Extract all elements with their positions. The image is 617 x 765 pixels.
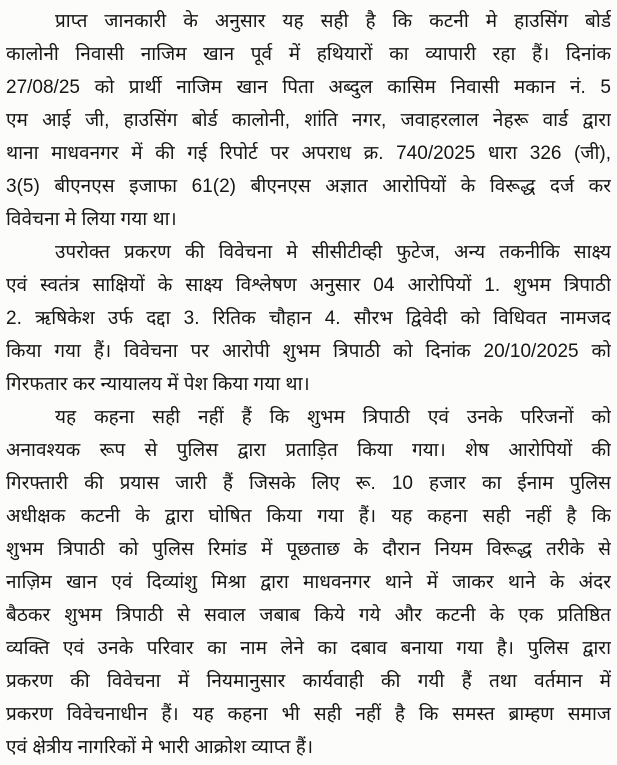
text-line: प्रकरण की विवेचना में नियमानुसार कार्यवाही की गयी हैं तथा वर्तमान में (6, 671, 611, 692)
text-line: प्रकरण विवेचनाधीन हैं। यह कहना भी सही नहीं है कि समस्त ब्राम्हण समाज (6, 704, 611, 725)
text-line: गिरफ्तारी की प्रयास जारी हैं जिसके लिए रू. 10 हजार का ईनाम पुलिस (6, 473, 611, 494)
text-line: थाना माधवनगर में की गई रिपोर्ट पर अपराध क्र. 740/2025 धारा 326 (जी), (6, 143, 611, 164)
text-line: 2. ऋषिकेश उर्फ दद्दा 3. रितिक चौहान 4. सौरभ द्विवेदी को विधिवत नामजद (6, 308, 611, 329)
text-line: किया गया हैं। विवेचना पर आरोपी शुभम त्रिपाठी को दिनांक 20/10/2025 को (6, 341, 611, 362)
text-line: 3(5) बीएनएस इजाफा 61(2) बीएनएस अज्ञात आरोपियों के विरूद्ध दर्ज कर (6, 176, 611, 197)
text-line: एम आई जी, हाउसिंग बोर्ड कालोनी, शांति नगर, जवाहरलाल नेहरू वार्ड द्वारा (6, 110, 611, 131)
text-line: यह कहना सही नहीं हैं कि शुभम त्रिपाठी एवं उनके परिजनों को (55, 407, 611, 428)
text-line: गिरफतार कर न्यायालय में पेश किया गया था। (6, 374, 310, 395)
paragraph-1 (6, 5, 611, 236)
text-line: कालोनी निवासी नाजिम खान पूर्व में हथियारों का व्यापारी रहा हैं। दिनांक (6, 44, 611, 65)
text-line: व्यक्ति एवं उनके परिवार का नाम लेने का दबाव बनाया गया है। पुलिस द्वारा (6, 638, 611, 659)
text-line: बैठकर शुभम त्रिपाठी से सवाल जबाब किये गये और कटनी के एक प्रतिष्ठित (6, 605, 611, 626)
text-line: 27/08/25 को प्रार्थी नाजिम खान पिता अब्दुल कासिम निवासी मकान नं. 5 (6, 77, 611, 98)
paragraph-3 (6, 401, 611, 764)
text-line: शुभम त्रिपाठी को पुलिस रिमांड में पूछताछ के दौरान नियम विरूद्ध तरीके से (6, 539, 611, 560)
text-line: एवं क्षेत्रीय नागरिकों मे भारी आक्रोश व्याप्त हैं। (6, 737, 314, 758)
text-line: विवेचना मे लिया गया था। (6, 209, 177, 230)
text-line: प्राप्त जानकारी के अनुसार यह सही है कि कटनी मे हाउसिंग बोर्ड (55, 11, 611, 32)
text-line: अनावश्यक रूप से पुलिस द्वारा प्रताड़ित किया गया। शेष आरोपियों की (6, 440, 611, 461)
text-line: अधीक्षक कटनी के द्वारा घोषित किया गया हैं। यह कहना सही नहीं है कि (6, 506, 611, 527)
text-line: नाज़िम खान एवं दिव्यांशु मिश्रा द्वारा माधवनगर थाने में जाकर थाने के अंदर (6, 572, 611, 593)
paragraph-2 (6, 236, 611, 401)
text-line: उपरोक्त प्रकरण की विवेचना मे सीसीटीव्ही फुटेज, अन्य तकनीकि साक्ष्य (55, 242, 611, 263)
text-line: एवं स्वतंत्र साक्षियों के साक्ष्य विश्लेषण अनुसार 04 आरोपियों 1. शुभम त्रिपाठी (6, 275, 611, 296)
